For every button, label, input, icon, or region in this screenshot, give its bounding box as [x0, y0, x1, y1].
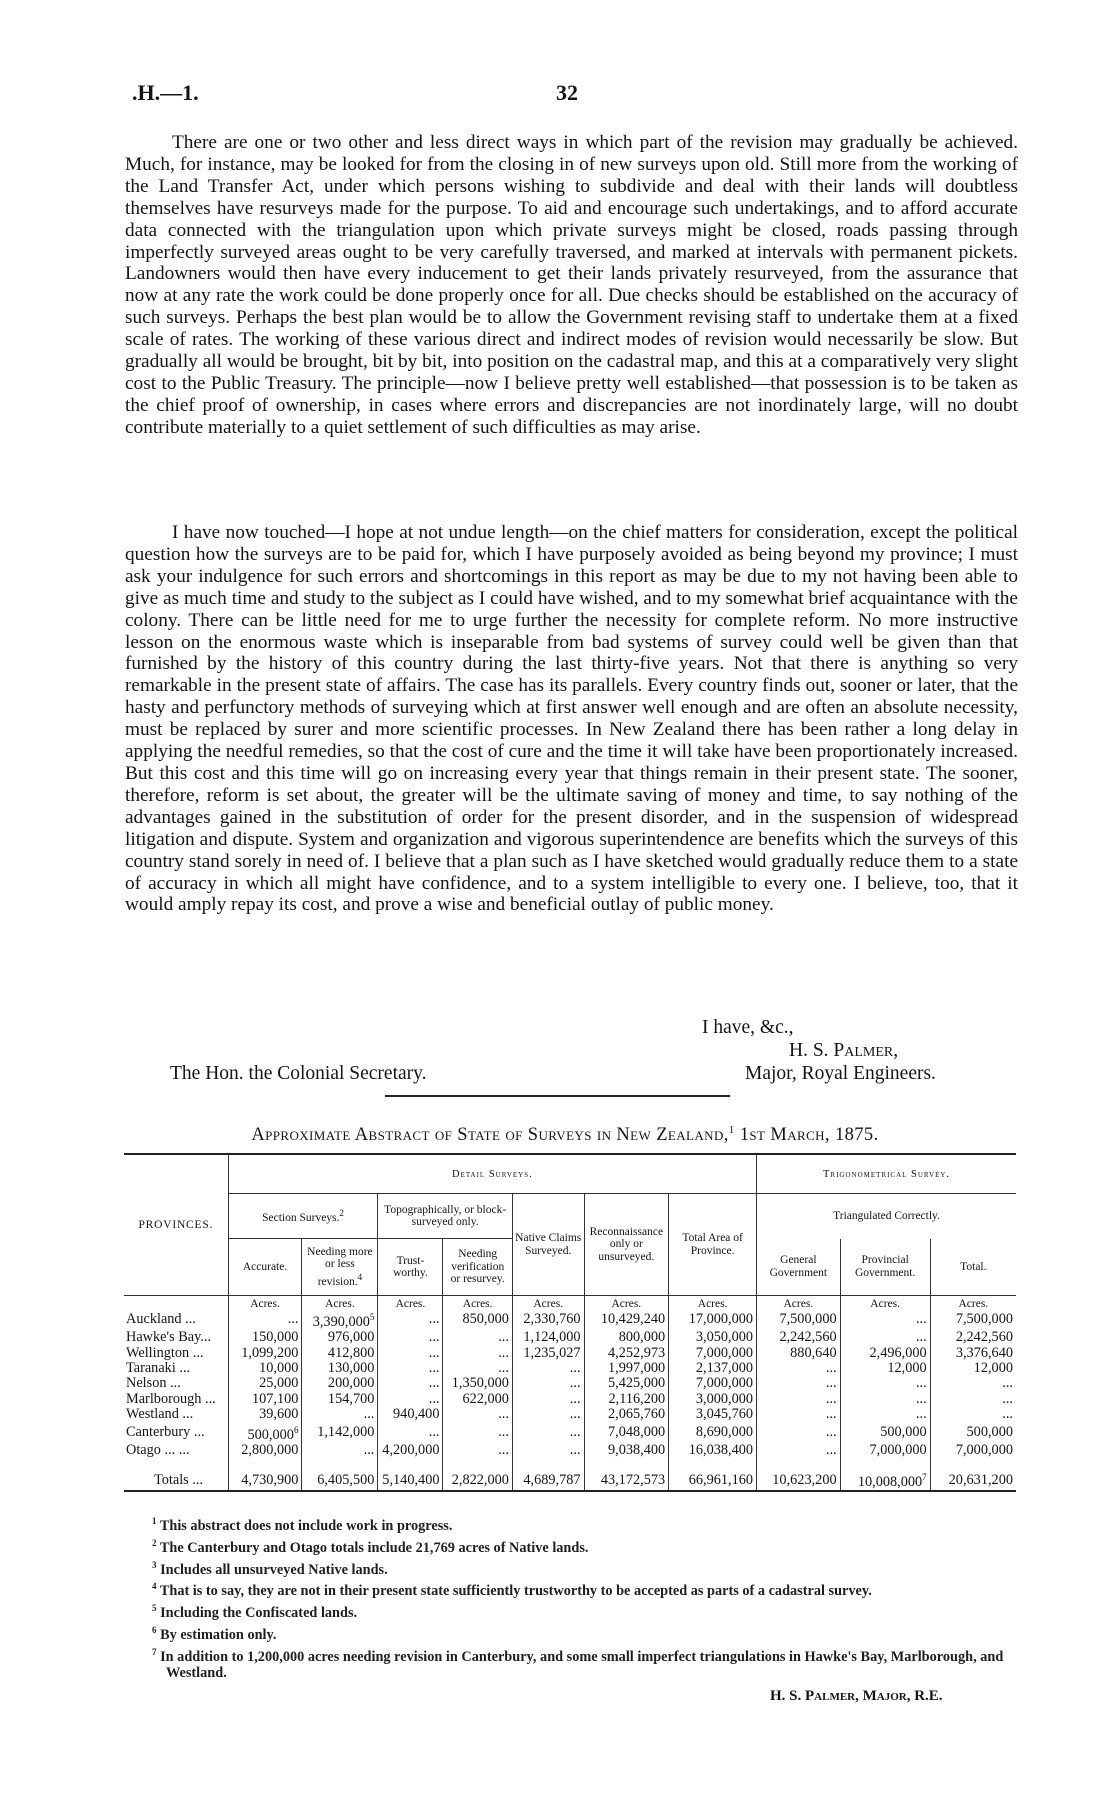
paragraph-text: There are one or two other and less direct ways in which part of the revision may gradually be achieved. Much, for instance, may be looked for from the closing in of new surveys upon old. Still more from the working of the Land Transfer Act, under which persons wishing to subdivide and deal with their lands will doubtless themselves have resurveys made for the purpose. To aid and encourage such undertakings, and to afford accurate data connected with the triangulation upon which private surveys might be closed, roads passing through imperfectly surveyed areas ought to be very carefully traversed, and marked at intervals with permanent pickets. Landowners would then have every inducement to get their lands privately resurveyed, from the assurance that now at any rate the work could be done properly once for all. Due checks should be established on the accuracy of such surveys. Perhaps the best plan would be to allow the Government revising staff to undertake them at a fixed scale of rates. The working of these various direct and indirect modes of revision would necessarily be slow. But gradually all would be brought, bit by bit, into position on the cadastral map, and this at a comparatively very slight cost to the Public Treasury. The principle—now I believe pretty well established—that possession is to be taken as the chief proof of ownership, in cases where errors and discrepancies are not inordinately large, will no doubt contribute materially to a quiet settlement of such difficulties as may arise. — [125, 132, 1018, 438]
closing-line: I have, &c., — [702, 1017, 794, 1038]
footnote-ref: 6 — [293, 1424, 299, 1435]
footnote-ref: 4 — [357, 1271, 363, 1282]
reconnaissance-value: 5,425,000 — [584, 1376, 669, 1391]
footnote — [152, 1513, 1022, 1535]
total-area-value: 2,137,000 — [669, 1361, 757, 1376]
trig-total-value: ... — [930, 1392, 1016, 1407]
footnote-mark: 3 — [152, 1559, 157, 1570]
topographic-header: Topographically, or block-surveyed only. — [378, 1194, 513, 1239]
accurate-value: 25,000 — [228, 1376, 302, 1391]
footnote — [152, 1600, 1022, 1622]
total-area-value: 8,690,000 — [669, 1423, 757, 1443]
needing-revision-value: 1,142,000 — [302, 1423, 378, 1443]
footnote-ref: 2 — [339, 1208, 344, 1219]
trig-total-value: 12,000 — [930, 1361, 1016, 1376]
province-name: Nelson ... — [126, 1375, 181, 1392]
table-row — [124, 1310, 1016, 1330]
native-claims-total: 4,689,787 — [512, 1458, 584, 1491]
trustworthy-value: 4,200,000 — [378, 1443, 443, 1458]
footnote-text: The Canterbury and Otago totals include 21,769 acres of Native lands. — [159, 1539, 589, 1556]
general-government-value: ... — [757, 1423, 841, 1443]
footnote-text: This abstract does not include work in progress. — [159, 1517, 453, 1534]
accurate-header: Accurate. — [228, 1239, 302, 1296]
footnote-text: In addition to 1,200,000 acres needing revision in Canterbury, and some small imperfect triangulations in Hawke's Bay, Marlborough, and Westland. — [160, 1648, 1004, 1682]
table-row — [124, 1330, 1016, 1345]
trustworthy-value: 940,400 — [378, 1407, 443, 1422]
table-title-text: Approximate Abstract of State of Surveys in New Zealand, — [251, 1125, 729, 1146]
provincial-government-value: ... — [840, 1392, 930, 1407]
footnote-ref: 5 — [369, 1312, 375, 1322]
signatory-rank: Major, Royal Engineers. — [745, 1063, 936, 1084]
reconnaissance-total: 43,172,573 — [584, 1458, 669, 1491]
footnote — [152, 1557, 1022, 1579]
trustworthy-value: ... — [378, 1310, 443, 1330]
province-name: Auckland ... — [126, 1311, 196, 1328]
table-row — [124, 1443, 1016, 1458]
needing-revision-header — [302, 1239, 378, 1296]
native-claims-header: Native Claims Surveyed. — [512, 1194, 584, 1296]
table-row — [124, 1423, 1016, 1443]
needing-verification-value: ... — [443, 1443, 512, 1458]
unit-label: Acres. — [512, 1296, 584, 1311]
header-row-subgroups — [124, 1194, 1016, 1239]
provincial-government-header: Provincial Government. — [840, 1239, 930, 1296]
province-name: Taranaki ... — [126, 1359, 191, 1376]
trig-total-value: 500,000 — [930, 1423, 1016, 1443]
trustworthy-value: ... — [378, 1330, 443, 1345]
native-claims-value: ... — [512, 1392, 584, 1407]
needing-revision-label: Needing more or less revision. — [307, 1245, 373, 1288]
unit-label: Acres. — [840, 1296, 930, 1311]
unit-label: Acres. — [669, 1296, 757, 1311]
total-area-value: 7,000,000 — [669, 1346, 757, 1361]
footnote-signature: H. S. Palmer, Major, R.E. — [770, 1688, 943, 1704]
unit-label: Acres. — [930, 1296, 1016, 1311]
needing-revision-value: 200,000 — [302, 1376, 378, 1391]
needing-verification-value: 622,000 — [443, 1392, 512, 1407]
needing-verification-value: ... — [443, 1330, 512, 1345]
general-government-value: ... — [757, 1407, 841, 1422]
section-divider — [385, 1095, 730, 1097]
reconnaissance-value: 1,997,000 — [584, 1361, 669, 1376]
reconnaissance-value: 2,116,200 — [584, 1392, 669, 1407]
trig-total-value: 2,242,560 — [930, 1330, 1016, 1345]
units-blank — [124, 1296, 228, 1311]
unit-label: Acres. — [584, 1296, 669, 1311]
footnote-text: Includes all unsurveyed Native lands. — [160, 1561, 388, 1578]
footnotes — [152, 1513, 1022, 1682]
needing-revision-value — [302, 1310, 378, 1330]
needing-revision-value: ... — [302, 1443, 378, 1458]
units-row — [124, 1296, 1016, 1311]
value-text: 10,008,000 — [857, 1473, 923, 1490]
footnote-mark: 5 — [152, 1603, 157, 1614]
total-area-value: 3,050,000 — [669, 1330, 757, 1345]
trustworthy-value: ... — [378, 1361, 443, 1376]
value-text: 500,000 — [247, 1426, 294, 1443]
province-name: Otago ... ... — [126, 1441, 190, 1458]
footnote-text: That is to say, they are not in their present state sufficiently trustworthy to be accepted as parts of a cadastral survey. — [159, 1583, 872, 1600]
provincial-government-value: 2,496,000 — [840, 1346, 930, 1361]
footnote-text: Including the Confiscated lands. — [160, 1604, 358, 1621]
table-row — [124, 1376, 1016, 1391]
accurate-value: ... — [228, 1310, 302, 1330]
province-name: Canterbury ... — [126, 1423, 205, 1440]
body-paragraph-2 — [125, 522, 1018, 916]
native-claims-value: 2,330,760 — [512, 1310, 584, 1330]
total-area-value: 3,045,760 — [669, 1407, 757, 1422]
total-area-header: Total Area of Province. — [669, 1194, 757, 1296]
body-paragraph-1 — [125, 132, 1018, 439]
general-government-header: General Government — [757, 1239, 841, 1296]
unit-label: Acres. — [378, 1296, 443, 1311]
province-name: Westland ... — [126, 1406, 194, 1423]
table-row — [124, 1346, 1016, 1361]
native-claims-value: 1,124,000 — [512, 1330, 584, 1345]
paragraph-text: I have now touched—I hope at not undue length—on the chief matters for consideration, except the political question how the surveys are to be paid for, which I have purposely avoided as being beyond my province; I must ask your indulgence for such errors and shortcomings in this report as may be due to my not having been able to give as much time and study to the subject as I could have wished, and to my somewhat brief acquaintance with the colony. There can be little need for me to urge further the necessity for complete reform. No more instructive lesson on the enormous waste which is inseparable from bad systems of survey could well be given than that furnished by the history of this country during the last thirty-five years. Not that there is anything so very remarkable in the present state of affairs. The case has its parallels. Every country finds out, sooner or later, that the hasty and perfunctory methods of surveying which at first answer well enough and are often an absolute necessity, must be replaced by surer and more scientific processes. In New Zealand there has been rather a long delay in applying the needful remedies, so that the cost of cure and the time it will take have been proportionately increased. But this cost and this time will go on increasing every year that things remain in their present state. The sooner, therefore, reform is set about, the greater will be the ultimate saving of money and time, to say nothing of the advantages gained in the substitution of order for the present disorder, and in the suspension of widespread litigation and dispute. System and organization and vigorous superintendence are benefits which the surveys of this country stand sorely in need of. I believe that a plan such as I have sketched would gradually reduce them to a state of accuracy in which all might have confidence, and to a system intelligible to every one. I believe, too, that it would amply repay its cost, and prove a wise and beneficial outlay of public money. — [125, 522, 1018, 916]
general-government-value: 7,500,000 — [757, 1310, 841, 1330]
addressee: The Hon. the Colonial Secretary. — [170, 1063, 427, 1084]
general-government-value: ... — [757, 1392, 841, 1407]
accurate-value: 1,099,200 — [228, 1346, 302, 1361]
footnote-mark: 6 — [152, 1624, 157, 1635]
province-name: Hawke's Bay... — [126, 1329, 212, 1346]
unit-label: Acres. — [443, 1296, 512, 1311]
needing-revision-value: 130,000 — [302, 1361, 378, 1376]
triangulated-header: Triangulated Correctly. — [757, 1194, 1016, 1239]
footnote — [152, 1535, 1022, 1557]
needing-verification-value: 850,000 — [443, 1310, 512, 1330]
trig-total-value: 3,376,640 — [930, 1346, 1016, 1361]
footnote — [152, 1644, 1022, 1683]
total-area-value: 7,000,000 — [669, 1376, 757, 1391]
trustworthy-value: ... — [378, 1423, 443, 1443]
footnote — [152, 1622, 1022, 1644]
footnote-ref: 7 — [922, 1472, 927, 1483]
signatory-name: H. S. Palmer, — [789, 1040, 899, 1061]
detail-surveys-header: Detail Surveys. — [228, 1154, 756, 1194]
native-claims-value: ... — [512, 1407, 584, 1422]
accurate-value: 10,000 — [228, 1361, 302, 1376]
province-name: Marlborough ... — [126, 1390, 216, 1407]
footnote-mark: 7 — [152, 1646, 157, 1657]
accurate-value: 2,800,000 — [228, 1443, 302, 1458]
trig-total-total: 20,631,200 — [930, 1458, 1016, 1491]
provincial-government-value: ... — [840, 1330, 930, 1345]
provincial-government-value: 12,000 — [840, 1361, 930, 1376]
trig-total-value: 7,000,000 — [930, 1443, 1016, 1458]
needing-revision-value: 154,700 — [302, 1392, 378, 1407]
accurate-value: 39,600 — [228, 1407, 302, 1422]
reconnaissance-value: 800,000 — [584, 1330, 669, 1345]
provincial-government-value: ... — [840, 1310, 930, 1330]
native-claims-value: ... — [512, 1376, 584, 1391]
section-surveys-label: Section Surveys. — [262, 1212, 340, 1225]
totals-row — [124, 1458, 1016, 1491]
provinces-header: PROVINCES. — [124, 1154, 228, 1296]
reconnaissance-value: 9,038,400 — [584, 1443, 669, 1458]
accurate-value — [228, 1423, 302, 1443]
general-government-value: 880,640 — [757, 1346, 841, 1361]
page-number: 32 — [556, 80, 578, 105]
trustworthy-total: 5,140,400 — [378, 1458, 443, 1491]
needing-verification-value: ... — [443, 1407, 512, 1422]
table-row — [124, 1407, 1016, 1422]
native-claims-value: ... — [512, 1361, 584, 1376]
needing-verification-value: ... — [443, 1361, 512, 1376]
header-row-groups — [124, 1154, 1016, 1194]
trustworthy-value: ... — [378, 1392, 443, 1407]
table-title — [120, 1124, 1010, 1146]
total-area-total: 66,961,160 — [669, 1458, 757, 1491]
table-title-date: 1st March, 1875. — [734, 1125, 879, 1146]
section-surveys-header — [228, 1194, 378, 1239]
general-government-total: 10,623,200 — [757, 1458, 841, 1491]
general-government-value: ... — [757, 1443, 841, 1458]
trustworthy-value: ... — [378, 1346, 443, 1361]
unit-label: Acres. — [228, 1296, 302, 1311]
needing-revision-value: 412,800 — [302, 1346, 378, 1361]
provincial-government-total — [840, 1458, 930, 1491]
footnote-mark: 4 — [152, 1581, 157, 1592]
footnote-ref: 1 — [728, 1124, 735, 1136]
value-text: 3,390,000 — [312, 1313, 370, 1330]
needing-revision-value: ... — [302, 1407, 378, 1422]
footnote-text: By estimation only. — [160, 1626, 277, 1643]
native-claims-value: 1,235,027 — [512, 1346, 584, 1361]
unit-label: Acres. — [302, 1296, 378, 1311]
needing-verification-total: 2,822,000 — [443, 1458, 512, 1491]
table-row — [124, 1392, 1016, 1407]
general-government-value: 2,242,560 — [757, 1330, 841, 1345]
general-government-value: ... — [757, 1361, 841, 1376]
total-area-value: 16,038,400 — [669, 1443, 757, 1458]
trig-total-value: 7,500,000 — [930, 1310, 1016, 1330]
table-row — [124, 1361, 1016, 1376]
trig-total-value: ... — [930, 1407, 1016, 1422]
native-claims-value: ... — [512, 1423, 584, 1443]
accurate-total: 4,730,900 — [228, 1458, 302, 1491]
trig-total-value: ... — [930, 1376, 1016, 1391]
needing-revision-total: 6,405,500 — [302, 1458, 378, 1491]
trustworthy-header: Trust-worthy. — [378, 1239, 443, 1296]
needing-verification-value: ... — [443, 1346, 512, 1361]
footnote — [152, 1578, 1022, 1600]
provincial-government-value: 500,000 — [840, 1423, 930, 1443]
accurate-value: 107,100 — [228, 1392, 302, 1407]
document-reference: .H.—1. — [132, 80, 199, 105]
needing-revision-value: 976,000 — [302, 1330, 378, 1345]
reconnaissance-value: 2,065,760 — [584, 1407, 669, 1422]
native-claims-value: ... — [512, 1443, 584, 1458]
totals-label: Totals ... — [154, 1471, 204, 1488]
reconnaissance-header: Reconnaissance only or unsurveyed. — [584, 1194, 669, 1296]
trig-total-header: Total. — [930, 1239, 1016, 1296]
trustworthy-value: ... — [378, 1376, 443, 1391]
reconnaissance-value: 7,048,000 — [584, 1423, 669, 1443]
province-name: Wellington ... — [126, 1344, 204, 1361]
footnote-mark: 1 — [152, 1516, 157, 1526]
total-area-value: 17,000,000 — [669, 1310, 757, 1330]
needing-verification-value: 1,350,000 — [443, 1376, 512, 1391]
total-area-value: 3,000,000 — [669, 1392, 757, 1407]
provincial-government-value: ... — [840, 1407, 930, 1422]
provincial-government-value: 7,000,000 — [840, 1443, 930, 1458]
reconnaissance-value: 10,429,240 — [584, 1310, 669, 1330]
needing-verification-header: Needing verification or resurvey. — [443, 1239, 512, 1296]
accurate-value: 150,000 — [228, 1330, 302, 1345]
reconnaissance-value: 4,252,973 — [584, 1346, 669, 1361]
page-header — [118, 80, 1016, 110]
needing-verification-value: ... — [443, 1423, 512, 1443]
footnote-mark: 2 — [152, 1537, 157, 1548]
survey-abstract-table — [124, 1153, 1016, 1492]
provincial-government-value: ... — [840, 1376, 930, 1391]
trig-survey-header: Trigonometrical Survey. — [757, 1154, 1016, 1194]
general-government-value: ... — [757, 1376, 841, 1391]
unit-label: Acres. — [757, 1296, 841, 1311]
